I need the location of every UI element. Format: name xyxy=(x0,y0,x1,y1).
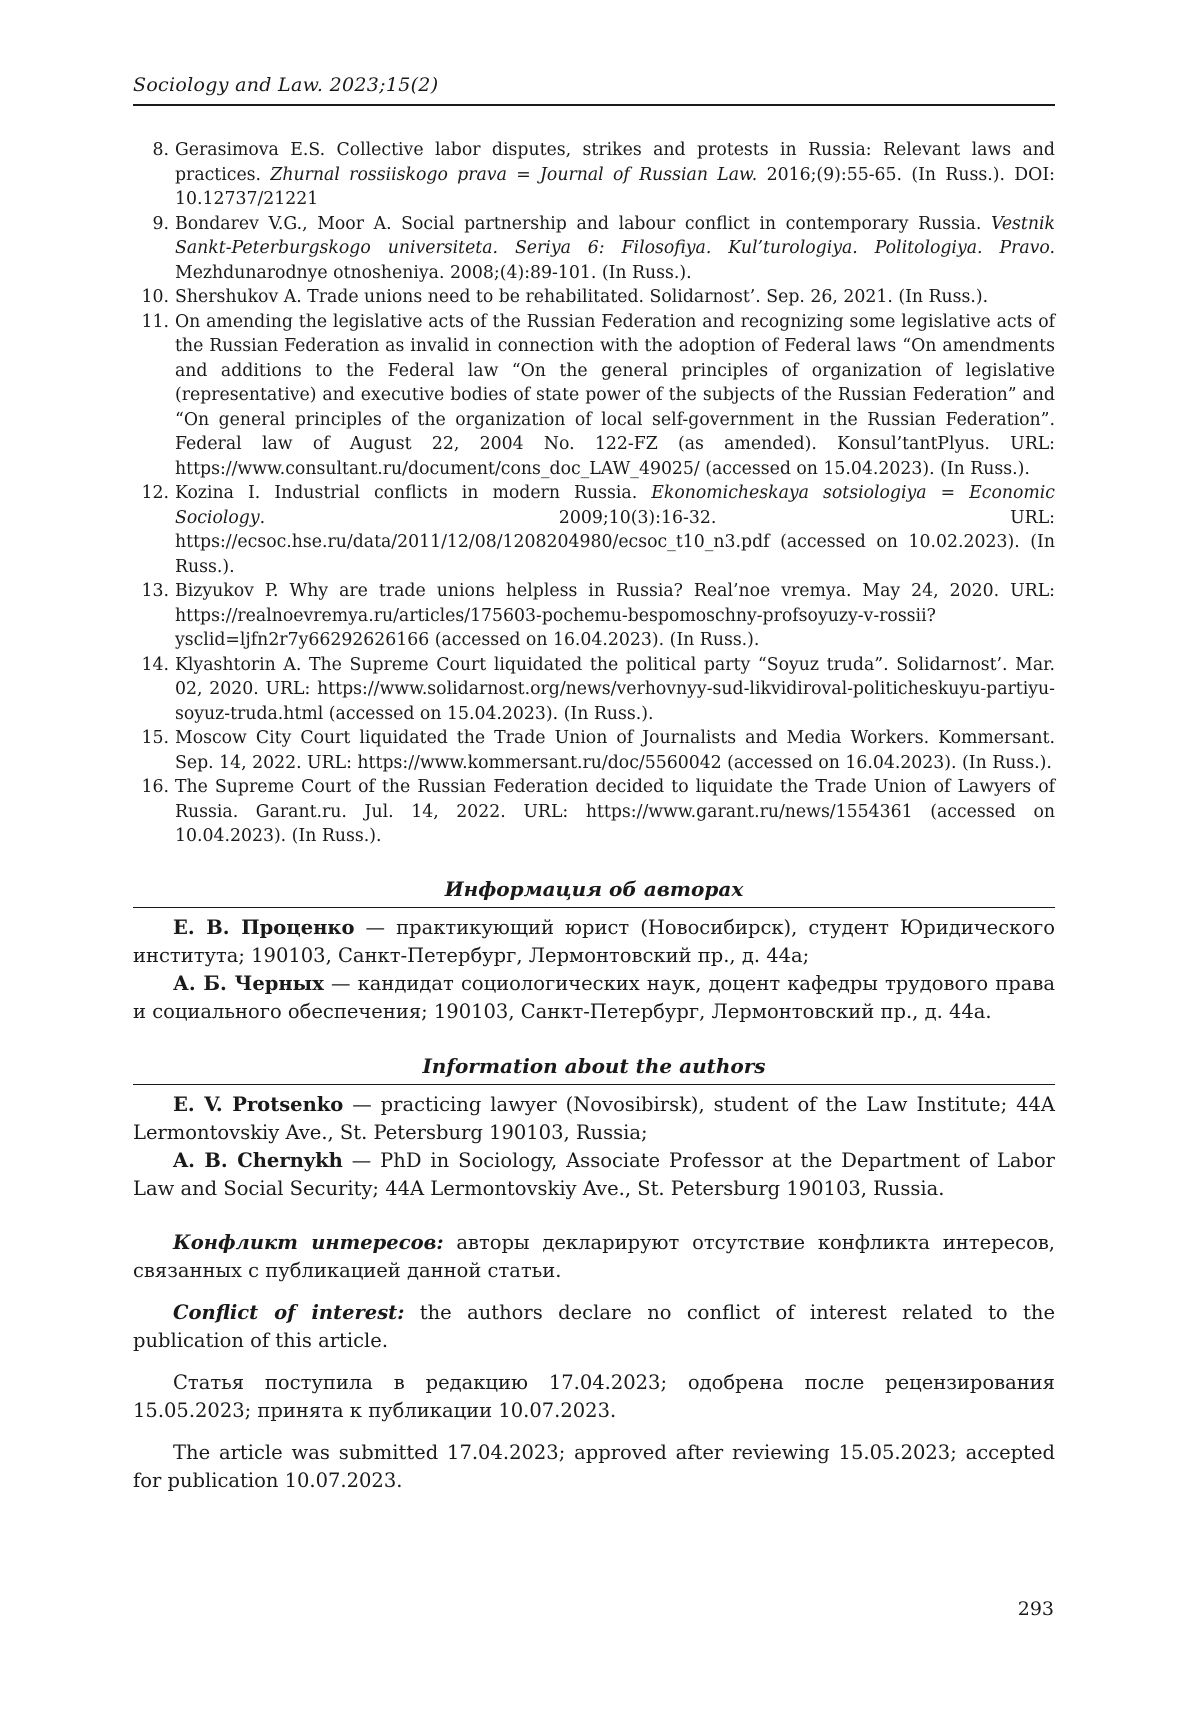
reference-item xyxy=(133,481,1055,579)
author-entry xyxy=(133,1091,1055,1147)
page-content xyxy=(133,138,1055,1495)
reference-text-part: Bondarev V.G., Moor A. Social partnership and labour conflict in contemporary Russia. xyxy=(175,214,991,234)
reference-text xyxy=(175,726,1055,775)
article-dates-en: The article was submitted 17.04.2023; approved after reviewing 15.05.2023; accepted for publication 10.07.2023. xyxy=(133,1439,1055,1495)
reference-source-title: Vestnik Sankt-Peterburgskogo universiteta. Seriya 6: Filosofiya. Kul’turologiya. Politologiya. Pravo. xyxy=(175,214,1055,259)
reference-item xyxy=(133,579,1055,653)
author-entry xyxy=(133,914,1055,970)
journal-page xyxy=(0,0,1200,1721)
reference-number: 16. xyxy=(133,775,175,849)
author-description: — practicing lawyer (Novosibirsk), student of the Law Institute; 44A Lermontovskiy Ave., St. Petersburg 190103, Russia; xyxy=(133,1093,1055,1144)
conflict-text: авторы декларируют отсутствие конфликта интересов, связанных с публикацией данной статьи. xyxy=(133,1231,1055,1282)
reference-text xyxy=(175,775,1055,849)
author-description: — кандидат социологических наук, доцент кафедры трудового права и социального обеспечения; 190103, Санкт-Петербург, Лермонтовский пр., д. 44а. xyxy=(133,972,1055,1023)
reference-text-part: The Supreme Court of the Russian Federation decided to liquidate the Trade Union of Lawyers of Russia. Garant.ru. Jul. 14, 2022. URL: https://www.garant.ru/news/1554361 (accessed on 10.04.2023). (In Russ.). xyxy=(175,777,1055,846)
authors-info-ru xyxy=(133,914,1055,1026)
page-number: 293 xyxy=(1018,1598,1054,1620)
reference-text xyxy=(175,285,1055,310)
author-entry xyxy=(133,1147,1055,1203)
reference-text xyxy=(175,579,1055,653)
author-description: — практикующий юрист (Новосибирск), студент Юридического института; 190103, Санкт-Петербург, Лермонтовский пр., д. 44а; xyxy=(133,916,1055,967)
author-name: А. Б. Черных xyxy=(173,972,324,995)
reference-text-part: Kozina I. Industrial conflicts in modern Russia. xyxy=(175,483,651,503)
reference-item xyxy=(133,653,1055,727)
authors-info-en xyxy=(133,1091,1055,1203)
reference-text-part: 2016;(9):55-65. (In Russ.). DOI: 10.12737/21221 xyxy=(175,165,1055,210)
reference-item xyxy=(133,310,1055,482)
reference-number: 8. xyxy=(133,138,175,212)
authors-info-title-ru: Информация об авторах xyxy=(133,877,1055,908)
reference-text-part: Klyashtorin A. The Supreme Court liquidated the political party “Soyuz truda”. Solidarnost’. Mar. 02, 2020. URL: https://www.solidarnost.org/news/verhovnyy-sud-likvidiroval-politicheskuyu-partiyu-soyuz-truda.html (accessed on 15.04.2023). (In Russ.). xyxy=(175,655,1055,724)
reference-number: 9. xyxy=(133,212,175,286)
reference-text-part: On amending the legislative acts of the Russian Federation and recognizing some legislative acts of the Russian Federation as invalid in connection with the adoption of Federal laws “On amendments and additions to the Federal law “On the general principles of organization of legislative (representative) and executive bodies of state power of the subjects of the Russian Federation” and “On general principles of the organization of local self-government in the Russian Federation”. Federal law of August 22, 2004 No. 122-FZ (as amended). Konsul’tantPlyus. URL: https://www.consultant.ru/document/cons_doc_LAW_49025/ (accessed on 15.04.2023). (In Russ.). xyxy=(175,312,1055,479)
reference-number: 10. xyxy=(133,285,175,310)
author-entry xyxy=(133,970,1055,1026)
reference-text xyxy=(175,138,1055,212)
reference-text-part: . 2009;10(3):16-32. URL: https://ecsoc.hse.ru/data/2011/12/08/1208204980/ecsoc_t10_n3.pdf (accessed on 10.02.2023). (In Russ.). xyxy=(175,508,1055,577)
reference-item xyxy=(133,775,1055,849)
reference-source-title: Zhurnal rossiiskogo prava = Journal of Russian Law. xyxy=(270,165,757,185)
author-name: A. B. Chernykh xyxy=(173,1149,343,1172)
conflict-label: Конфликт интересов: xyxy=(173,1231,444,1254)
reference-text-part: Moscow City Court liquidated the Trade Union of Journalists and Media Workers. Kommersant. Sep. 14, 2022. URL: https://www.kommersant.ru/doc/5560042 (accessed on 16.04.2023). (In Russ.). xyxy=(175,728,1055,773)
author-name: Е. В. Проценко xyxy=(173,916,354,939)
author-description: — PhD in Sociology, Associate Professor at the Department of Labor Law and Social Security; 44A Lermontovskiy Ave., St. Petersburg 190103, Russia. xyxy=(133,1149,1055,1200)
reference-item xyxy=(133,726,1055,775)
reference-number: 12. xyxy=(133,481,175,579)
reference-number: 14. xyxy=(133,653,175,727)
conflict-label: Conflict of interest: xyxy=(173,1301,404,1324)
reference-text-part: Mezhdunarodnye otnosheniya. 2008;(4):89-101. (In Russ.). xyxy=(175,263,692,283)
reference-text xyxy=(175,481,1055,579)
running-title: Sociology and Law. 2023;15(2) xyxy=(133,74,1053,96)
reference-item xyxy=(133,212,1055,286)
reference-text-part: Shershukov A. Trade unions need to be rehabilitated. Solidarnost’. Sep. 26, 2021. (In Russ.). xyxy=(175,287,988,307)
conflict-of-interest-en xyxy=(133,1299,1055,1355)
reference-number: 15. xyxy=(133,726,175,775)
reference-text xyxy=(175,212,1055,286)
conflict-text: the authors declare no conflict of interest related to the publication of this article. xyxy=(133,1301,1055,1352)
header-rule xyxy=(133,104,1055,106)
reference-number: 11. xyxy=(133,310,175,482)
reference-text xyxy=(175,310,1055,482)
reference-list xyxy=(133,138,1055,849)
reference-text xyxy=(175,653,1055,727)
reference-source-title: Ekonomicheskaya sotsiologiya = Economic Sociology xyxy=(175,483,1055,528)
conflict-of-interest-ru xyxy=(133,1229,1055,1285)
reference-number: 13. xyxy=(133,579,175,653)
reference-text-part: Bizyukov P. Why are trade unions helpless in Russia? Real’noe vremya. May 24, 2020. URL: https://realnoevremya.ru/articles/175603-pochemu-bespomoschny-profsoyuzy-v-rossii?ysclid=ljfn2r7y66292626166 (accessed on 16.04.2023). (In Russ.). xyxy=(175,581,1055,650)
author-name: E. V. Protsenko xyxy=(173,1093,343,1116)
article-dates-ru: Статья поступила в редакцию 17.04.2023; одобрена после рецензирования 15.05.2023; принята к публикации 10.07.2023. xyxy=(133,1369,1055,1425)
reference-item xyxy=(133,285,1055,310)
authors-info-title-en: Information about the authors xyxy=(133,1054,1055,1085)
reference-text-part: Gerasimova E.S. Collective labor disputes, strikes and protests in Russia: Relevant laws and practices. xyxy=(175,140,1055,185)
reference-item xyxy=(133,138,1055,212)
